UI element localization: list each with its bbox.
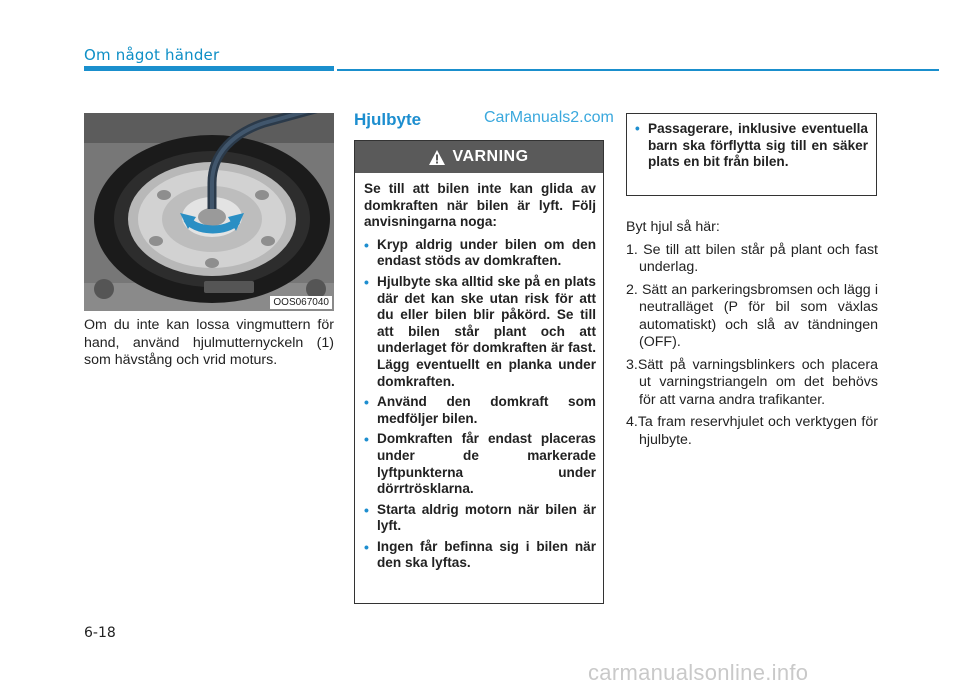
bullet-icon: • bbox=[364, 501, 369, 518]
spare-wheel-photo bbox=[84, 113, 334, 311]
page-number: 6-18 bbox=[84, 625, 116, 641]
warning-box bbox=[354, 140, 604, 604]
warning-item: • Domkraften får endast placeras under de markerade lyftpunkterna under dörrtrösklarna. bbox=[364, 431, 596, 497]
step-item: 2. Sätt an parkeringsbromsen och lägg i neutralläget (P för bil som växlas automatiskt) och slå av tändningen (OFF). bbox=[626, 281, 878, 350]
image-caption: Om du inte kan lossa vingmuttern för hand, använd hjulmutternyckeln (1) som hävstång och vrid moturs. bbox=[84, 317, 334, 368]
step-item: 3.Sätt på varningsblinkers och placera ut varningstriangeln om det behövs för att varna andra trafikanter. bbox=[626, 356, 878, 408]
bullet-icon: • bbox=[364, 394, 369, 411]
warning-title: VARNING bbox=[452, 148, 529, 165]
warning-triangle-icon bbox=[429, 150, 445, 165]
warning-item: • Kryp aldrig under bilen om den endast stöds av domkraften. bbox=[364, 236, 596, 269]
warning-item: • Använd den domkraft som medföljer bilen. bbox=[364, 394, 596, 426]
step-item: 4.Ta fram reservhjulet och verktygen för hjulbyte. bbox=[626, 414, 878, 448]
image-code: OOS067040 bbox=[270, 296, 332, 309]
warning-item: • Starta aldrig motorn när bilen är lyft. bbox=[364, 501, 596, 534]
bullet-icon: • bbox=[635, 121, 640, 136]
info-item: • Passagerare, inklusive eventuella barn ska förflytta sig till en säker plats en bit från bilen. bbox=[635, 121, 868, 170]
warning-item: • Ingen får befinna sig i bilen när den ska lyftas. bbox=[364, 538, 596, 571]
passenger-info-box bbox=[626, 113, 877, 196]
warning-intro: Se till att bilen inte kan glida av domkraften när bilen är lyft. Följ anvisningarna noga: bbox=[364, 181, 596, 230]
watermark-bottom: carmanualsonline.info bbox=[588, 660, 809, 685]
spare-wheel-illustration bbox=[84, 113, 334, 311]
steps-section bbox=[626, 219, 878, 454]
warning-header bbox=[355, 141, 603, 173]
header-bar-thin bbox=[337, 69, 939, 71]
bullet-icon: • bbox=[364, 273, 369, 290]
header-bar-thick bbox=[84, 66, 334, 71]
section-title: Om något händer bbox=[84, 46, 220, 64]
step-item: 1. Se till att bilen står på plant och fast underlag. bbox=[626, 241, 878, 275]
watermark-top: CarManuals2.com bbox=[484, 109, 614, 126]
warning-item: • Hjulbyte ska alltid ske på en plats där det kan ske utan risk för att du eller bilen blir påkörd. Se till att bilen står plant och att underlaget för domkraften är fast. Lägg eventuellt en planka under domkraften. bbox=[364, 273, 596, 389]
steps-intro: Byt hjul så här: bbox=[626, 219, 720, 235]
warning-list bbox=[364, 237, 596, 572]
bullet-icon: • bbox=[364, 236, 369, 253]
bullet-icon: • bbox=[364, 431, 369, 448]
section-heading: Hjulbyte bbox=[354, 110, 422, 129]
warning-body bbox=[355, 173, 603, 572]
bullet-icon: • bbox=[364, 538, 369, 555]
